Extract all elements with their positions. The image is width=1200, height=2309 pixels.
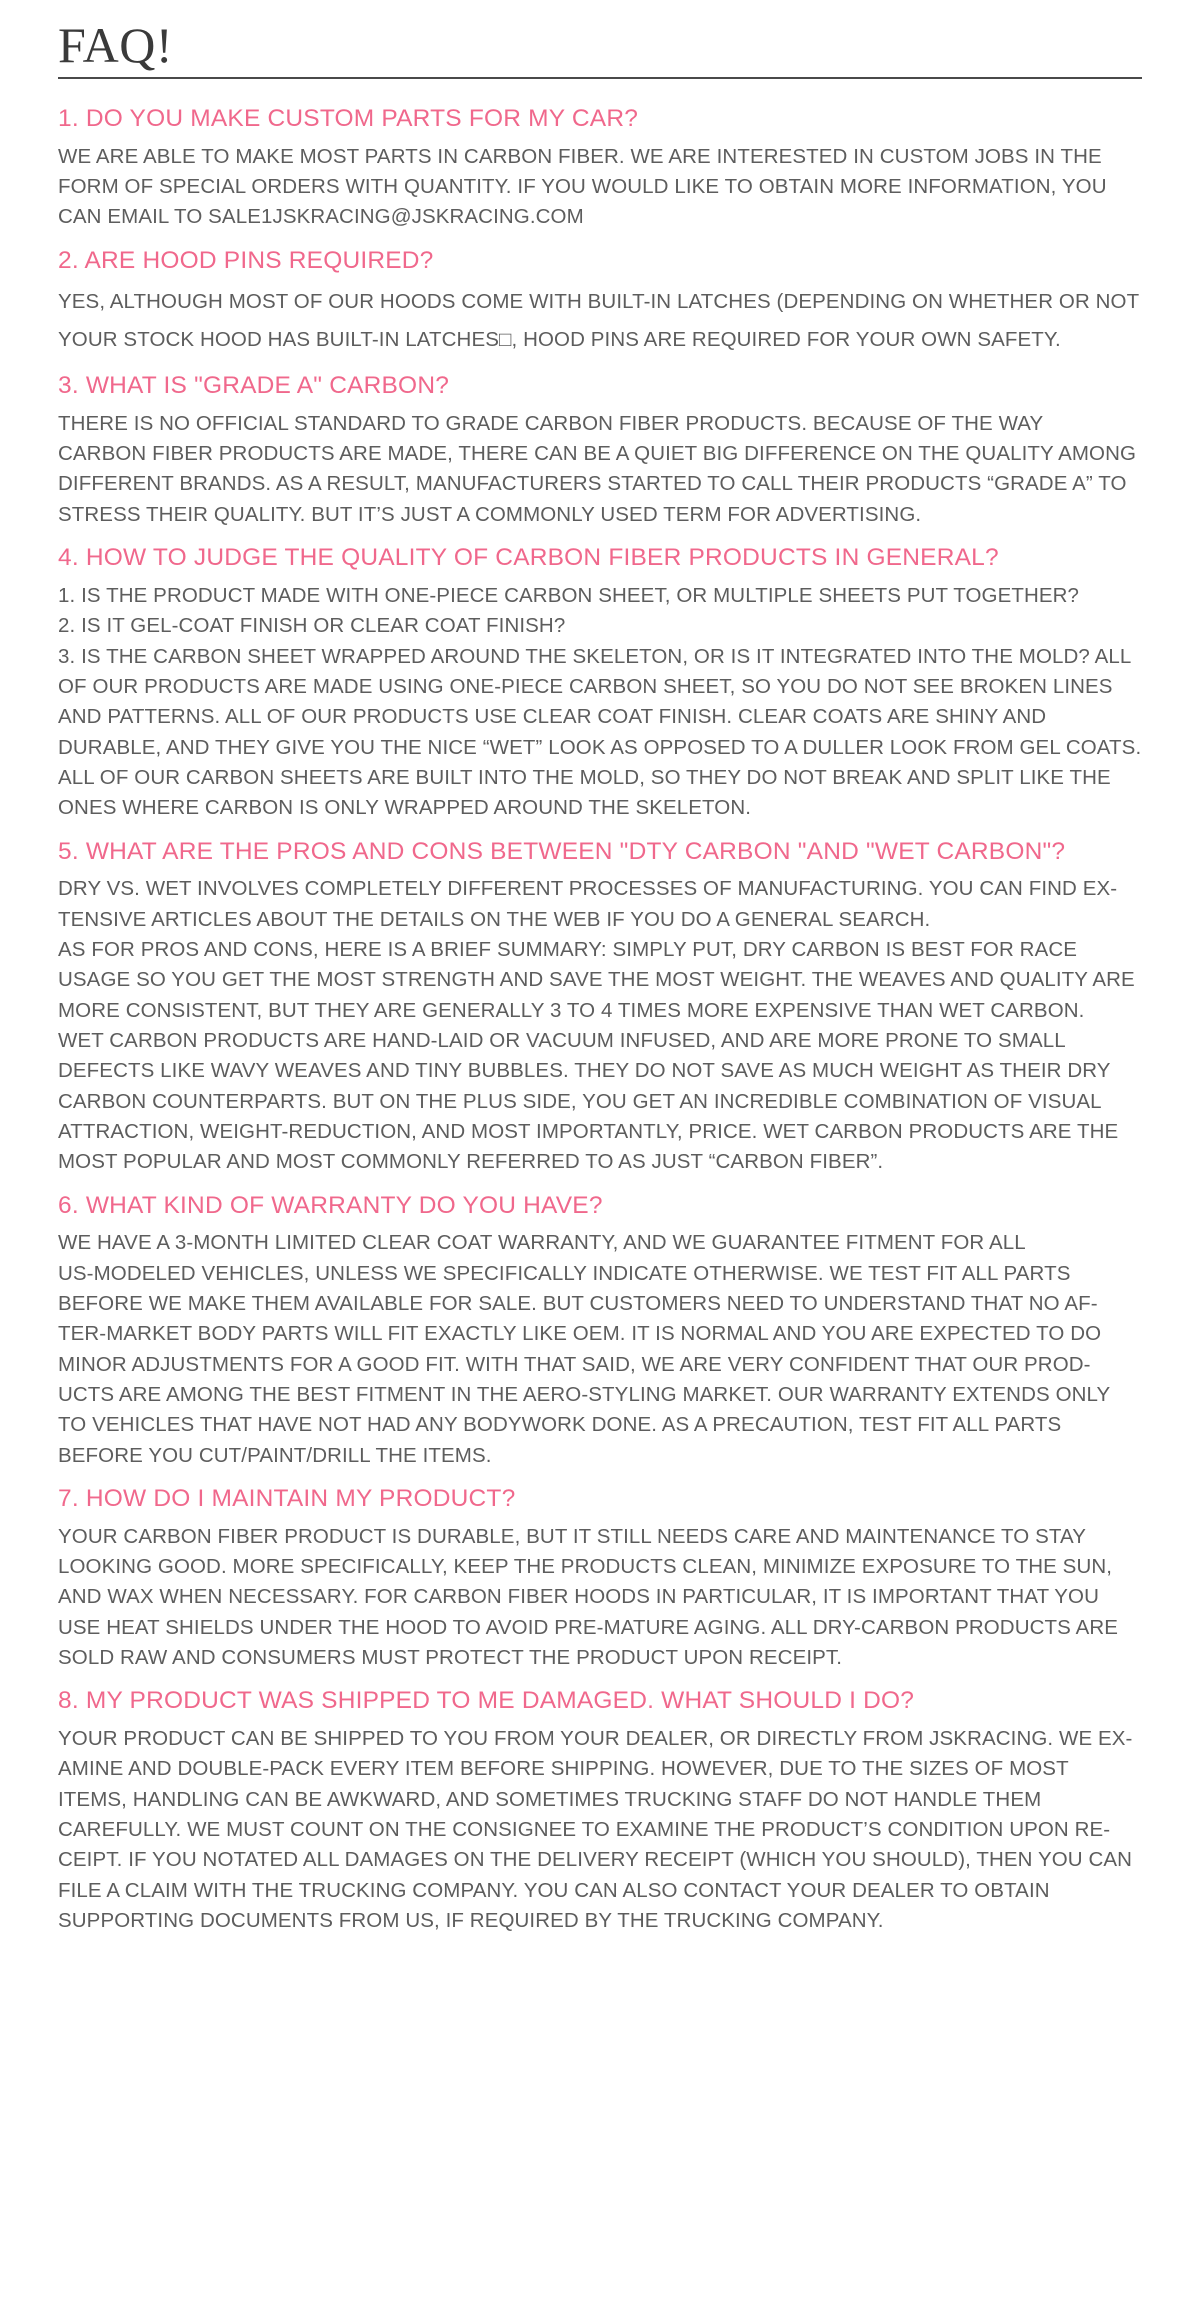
faq-answer	[58, 1228, 1142, 1471]
faq-answer-paragraph: 2. IS IT GEL-COAT FINISH OR CLEAR COAT FINISH?	[58, 614, 566, 638]
faq-answer-paragraph: AS FOR PROS AND CONS, HERE IS A BRIEF SUMMARY: SIMPLY PUT, DRY CARBON IS BEST FOR RACE USAGE SO YOU GET THE MOST STRENGTH AND SAVE THE MOST WEIGHT. THE WEAVES AND QUALITY ARE MORE CONSISTENT, BUT THEY ARE GENERALLY 3 TO 4 TIMES MORE EXPENSIVE THAN WET CARBON.	[58, 937, 1135, 1022]
faq-answer-paragraph: YES, ALTHOUGH MOST OF OUR HOODS COME WITH BUILT-IN LATCHES (DEPENDING ON WHETHER OR NOT YOUR STOCK HOOD HAS BUILT-IN LATCHES□, HOOD PINS ARE REQUIRED FOR YOUR OWN SAFETY.	[58, 290, 1139, 351]
faq-question[interactable]: 6. WHAT KIND OF WARRANTY DO YOU HAVE?	[58, 1191, 603, 1219]
faq-question[interactable]: 8. MY PRODUCT WAS SHIPPED TO ME DAMAGED. WHAT SHOULD I DO?	[58, 1687, 915, 1715]
faq-answer-paragraph: 3. IS THE CARBON SHEET WRAPPED AROUND THE SKELETON, OR IS IT INTEGRATED INTO THE MOLD? ALL OF OUR PRODUCTS ARE MADE USING ONE-PIECE CARBON SHEET, SO YOU DO NOT SEE BROKEN LINES AND PATTERNS. ALL OF OUR PRODUCTS USE CLEAR COAT FINISH. CLEAR COATS ARE SHINY AND DURABLE, AND THEY GIVE YOU THE NICE “WET” LOOK AS OPPOSED TO A DULLER LOOK FROM GEL COATS. ALL OF OUR CARBON SHEETS ARE BUILT INTO THE MOLD, SO THEY DO NOT BREAK AND SPLIT LIKE THE ONES WHERE CARBON IS ONLY WRAPPED AROUND THE SKELETON.	[58, 644, 1142, 820]
faq-item	[58, 1683, 1142, 1936]
faq-answer-paragraph: YOUR CARBON FIBER PRODUCT IS DURABLE, BUT IT STILL NEEDS CARE AND MAINTENANCE TO STAY	[58, 1524, 1087, 1548]
faq-question[interactable]: 3. WHAT IS "GRADE A" CARBON?	[58, 372, 450, 400]
title-divider	[58, 77, 1142, 79]
faq-answer	[58, 1724, 1142, 1936]
faq-answer	[58, 1522, 1142, 1674]
faq-answer	[58, 283, 1142, 358]
faq-item	[58, 368, 1142, 530]
faq-answer-paragraph: YOUR PRODUCT CAN BE SHIPPED TO YOU FROM YOUR DEALER, OR DIRECTLY FROM JSKRACING. WE EX-	[58, 1727, 1133, 1751]
faq-question[interactable]: 2. ARE HOOD PINS REQUIRED?	[58, 246, 434, 274]
faq-item	[58, 1188, 1142, 1471]
faq-answer-paragraph: 1. IS THE PRODUCT MADE WITH ONE-PIECE CARBON SHEET, OR MULTIPLE SHEETS PUT TOGETHER?	[58, 583, 1080, 607]
faq-item	[58, 243, 1142, 358]
faq-answer-paragraph: TENSIVE ARTICLES ABOUT THE DETAILS ON THE WEB IF YOU DO A GENERAL SEARCH.	[58, 907, 931, 931]
faq-item	[58, 540, 1142, 823]
faq-answer-paragraph: WET CARBON PRODUCTS ARE HAND-LAID OR VACUUM INFUSED, AND ARE MORE PRONE TO SMALL DEFECTS LIKE WAVY WEAVES AND TINY BUBBLES. THEY DO NOT SAVE AS MUCH WEIGHT AS THEIR DRY CARBON COUNTERPARTS. BUT ON THE PLUS SIDE, YOU GET AN INCREDIBLE COMBINATION OF VISUAL ATTRACTION, WEIGHT-REDUCTION, AND MOST IMPORTANTLY, PRICE. WET CARBON PRODUCTS ARE THE MOST POPULAR AND MOST COMMONLY REFERRED TO AS JUST “CARBON FIBER”.	[58, 1028, 1119, 1174]
page-title: FAQ!	[58, 17, 173, 73]
faq-answer-paragraph: DRY VS. WET INVOLVES COMPLETELY DIFFERENT PROCESSES OF MANUFACTURING. YOU CAN FIND EX-	[58, 877, 1118, 901]
faq-answer-paragraph: THERE IS NO OFFICIAL STANDARD TO GRADE CARBON FIBER PRODUCTS. BECAUSE OF THE WAY	[58, 411, 1044, 435]
faq-answer-paragraph: CARBON FIBER PRODUCTS ARE MADE, THERE CAN BE A QUIET BIG DIFFERENCE ON THE QUALITY AMONG DIFFERENT BRANDS. AS A RESULT, MANUFACTURERS STARTED TO CALL THEIR PRODUCTS “GRADE A” TO STRESS THEIR QUALITY. BUT IT’S JUST A COMMONLY USED TERM FOR ADVERTISING.	[58, 442, 1137, 526]
faq-answer	[58, 142, 1142, 233]
faq-question[interactable]: 4. HOW TO JUDGE THE QUALITY OF CARBON FIBER PRODUCTS IN GENERAL?	[58, 544, 999, 572]
faq-answer	[58, 581, 1142, 824]
faq-question[interactable]: 5. WHAT ARE THE PROS AND CONS BETWEEN "DTY CARBON "AND "WET CARBON"?	[58, 837, 1066, 865]
faq-item	[58, 834, 1142, 1178]
faq-answer	[58, 409, 1142, 530]
faq-answer-paragraph: US-MODELED VEHICLES, UNLESS WE SPECIFICALLY INDICATE OTHERWISE. WE TEST FIT ALL PARTS BEFORE WE MAKE THEM AVAILABLE FOR SALE. BUT CUSTOMERS NEED TO UNDERSTAND THAT NO AF-TER-MARKET BODY PARTS WILL FIT EXACTLY LIKE OEM. IT IS NORMAL AND YOU ARE EXPECTED TO DO MINOR ADJUSTMENTS FOR A GOOD FIT. WITH THAT SAID, WE ARE VERY CONFIDENT THAT OUR PROD-UCTS ARE AMONG THE BEST FITMENT IN THE AERO-STYLING MARKET. OUR WARRANTY EXTENDS ONLY TO VEHICLES THAT HAVE NOT HAD ANY BODYWORK DONE. AS A PRECAUTION, TEST FIT ALL PARTS BEFORE YOU CUT/PAINT/DRILL THE ITEMS.	[58, 1261, 1110, 1467]
faq-answer-paragraph: LOOKING GOOD. MORE SPECIFICALLY, KEEP THE PRODUCTS CLEAN, MINIMIZE EXPOSURE TO THE SUN, AND WAX WHEN NECESSARY. FOR CARBON FIBER HOODS IN PARTICULAR, IT IS IMPORTANT THAT YOU USE HEAT SHIELDS UNDER THE HOOD TO AVOID PRE-MATURE AGING. ALL DRY-CARBON PRODUCTS ARE SOLD RAW AND CONSUMERS MUST PROTECT THE PRODUCT UPON RECEIPT.	[58, 1555, 1119, 1669]
faq-answer-paragraph: WE ARE ABLE TO MAKE MOST PARTS IN CARBON FIBER. WE ARE INTERESTED IN CUSTOM JOBS IN THE FORM OF SPECIAL ORDERS WITH QUANTITY. IF YOU WOULD LIKE TO OBTAIN MORE INFORMATION, YOU CAN EMAIL TO SALE1JSKRACING@JSKRACING.COM	[58, 144, 1107, 229]
faq-answer	[58, 874, 1142, 1177]
faq-item	[58, 101, 1142, 233]
faq-list	[58, 101, 1142, 1936]
faq-answer-paragraph: AMINE AND DOUBLE-PACK EVERY ITEM BEFORE SHIPPING. HOWEVER, DUE TO THE SIZES OF MOST ITEMS, HANDLING CAN BE AWKWARD, AND SOMETIMES TRUCKING STAFF DO NOT HANDLE THEM CAREFULLY. WE MUST COUNT ON THE CONSIGNEE TO EXAMINE THE PRODUCT’S CONDITION UPON RE-CEIPT. IF YOU NOTATED ALL DAMAGES ON THE DELIVERY RECEIPT (WHICH YOU SHOULD), THEN YOU CAN FILE A CLAIM WITH THE TRUCKING COMPANY. YOU CAN ALSO CONTACT YOUR DEALER TO OBTAIN SUPPORTING DOCUMENTS FROM US, IF REQUIRED BY THE TRUCKING COMPANY.	[58, 1757, 1133, 1933]
faq-question[interactable]: 7. HOW DO I MAINTAIN MY PRODUCT?	[58, 1484, 516, 1512]
faq-answer-paragraph: WE HAVE A 3-MONTH LIMITED CLEAR COAT WARRANTY, AND WE GUARANTEE FITMENT FOR ALL	[58, 1231, 1026, 1255]
faq-item	[58, 1481, 1142, 1673]
faq-question[interactable]: 1. DO YOU MAKE CUSTOM PARTS FOR MY CAR?	[58, 105, 639, 132]
